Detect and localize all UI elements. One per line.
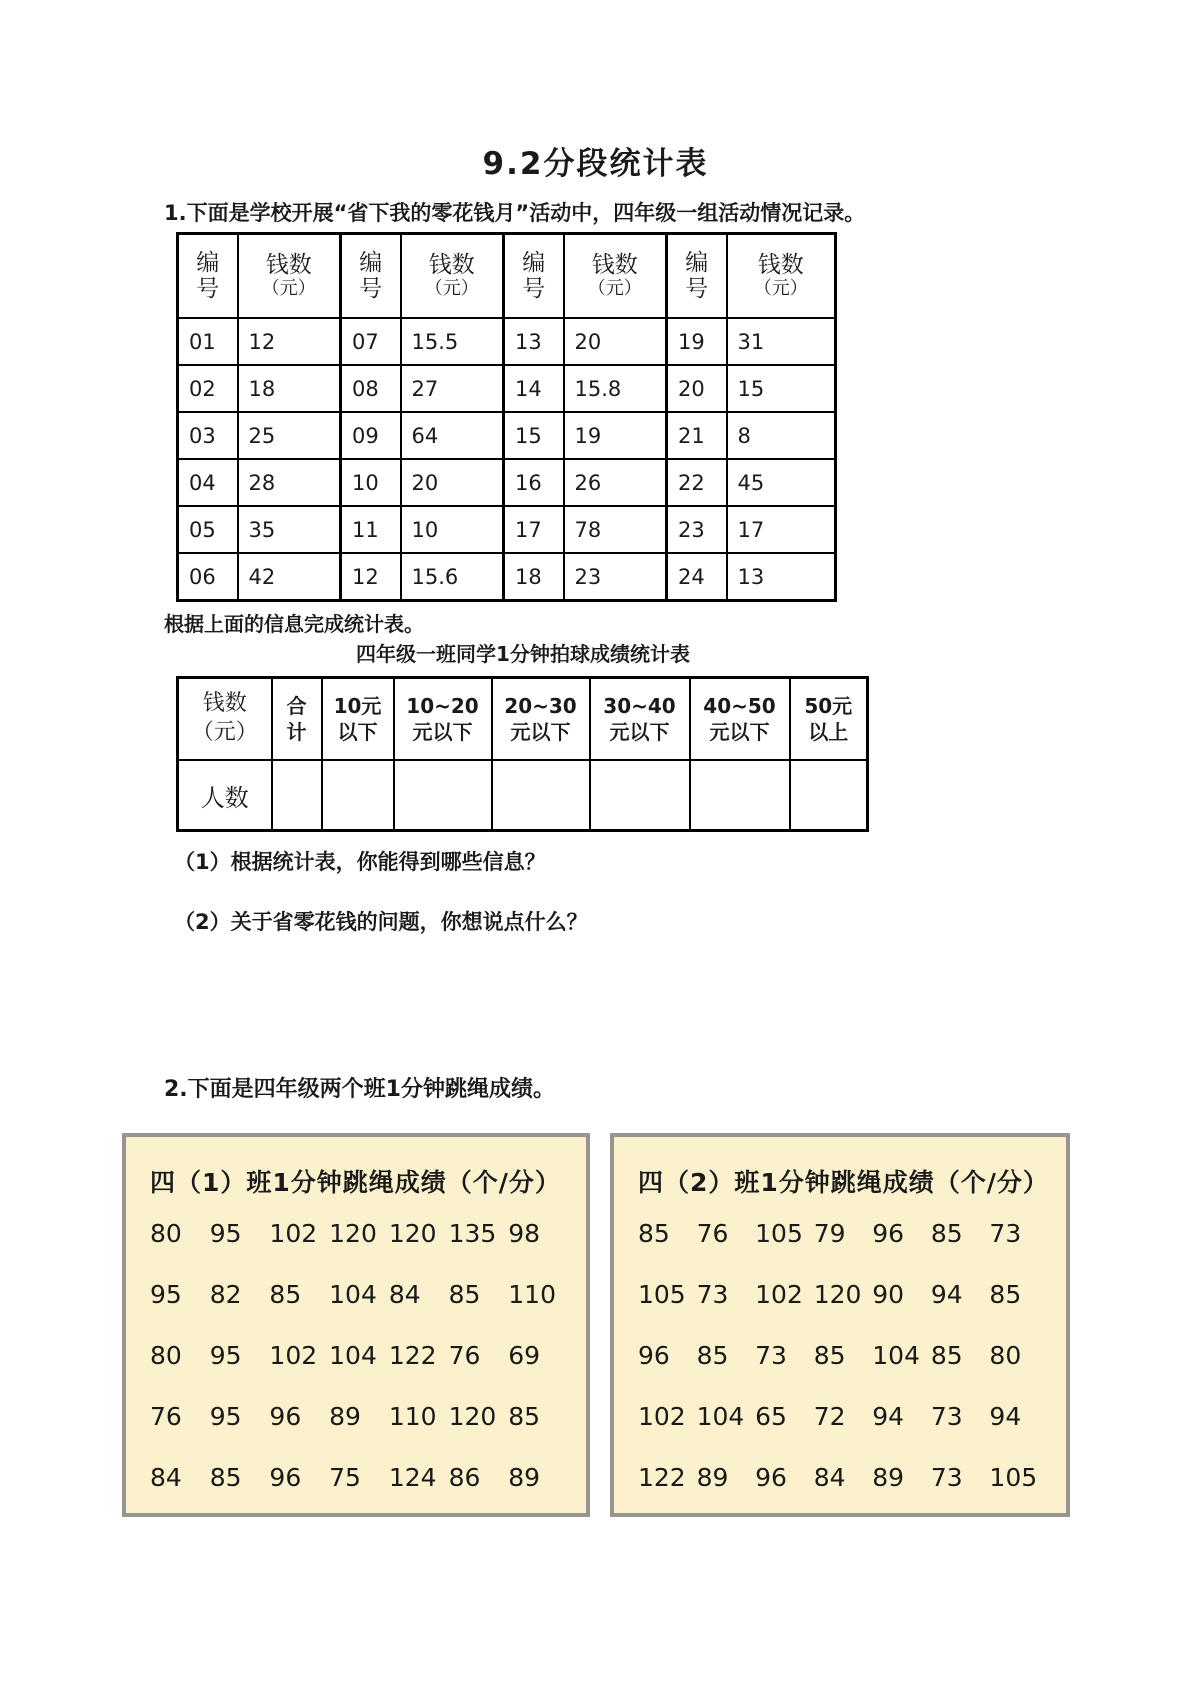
answer-cell bbox=[790, 760, 868, 831]
score-value: 105 bbox=[638, 1280, 686, 1309]
money-cell: 20 bbox=[564, 318, 667, 365]
money-cell: 35 bbox=[238, 506, 341, 553]
id-cell: 23 bbox=[667, 506, 727, 553]
score-value: 73 bbox=[755, 1341, 787, 1370]
score-value: 69 bbox=[508, 1341, 541, 1370]
score-value: 135 bbox=[448, 1219, 497, 1248]
answer-cell bbox=[272, 760, 322, 831]
id-cell: 21 bbox=[667, 412, 727, 459]
money-cell: 64 bbox=[401, 412, 504, 459]
id-cell: 08 bbox=[341, 365, 401, 412]
complete-table-note: 根据上面的信息完成统计表。 bbox=[164, 612, 424, 636]
score-row bbox=[150, 1386, 568, 1447]
id-cell: 11 bbox=[341, 506, 401, 553]
score-value: 96 bbox=[269, 1402, 302, 1431]
score-value: 85 bbox=[930, 1341, 963, 1370]
score-row bbox=[150, 1264, 568, 1325]
page-title: 9.2分段统计表 bbox=[482, 146, 709, 182]
answer-cell bbox=[322, 760, 394, 831]
score-value: 104 bbox=[872, 1341, 920, 1370]
score-value: 122 bbox=[638, 1463, 686, 1492]
score-value: 96 bbox=[872, 1219, 905, 1248]
question-1: （1）根据统计表，你能得到哪些信息？ bbox=[174, 850, 546, 874]
answer-cell bbox=[492, 760, 590, 831]
score-row bbox=[150, 1203, 568, 1264]
score-value: 73 bbox=[696, 1280, 729, 1309]
score-value: 94 bbox=[930, 1280, 963, 1309]
score-value: 89 bbox=[329, 1402, 361, 1431]
id-col-header: 编号 bbox=[504, 234, 564, 319]
score-value: 82 bbox=[209, 1280, 242, 1309]
id-cell: 18 bbox=[504, 553, 564, 601]
money-cell: 23 bbox=[564, 553, 667, 601]
money-col-header: 钱数 （元） bbox=[401, 234, 504, 319]
record-header-row bbox=[178, 234, 836, 319]
id-col-header: 编号 bbox=[178, 234, 238, 319]
answer-cell bbox=[590, 760, 690, 831]
score-value: 105 bbox=[989, 1463, 1038, 1492]
record-row bbox=[178, 506, 836, 553]
segment-col-header: 10元 以下 bbox=[322, 678, 394, 761]
score-value: 73 bbox=[989, 1219, 1022, 1248]
money-cell: 19 bbox=[564, 412, 667, 459]
id-cell: 13 bbox=[504, 318, 564, 365]
score-value: 104 bbox=[329, 1280, 377, 1309]
id-cell: 03 bbox=[178, 412, 238, 459]
class1-score-rows bbox=[150, 1203, 568, 1508]
score-value: 95 bbox=[209, 1341, 242, 1370]
segment-col-header: 合 计 bbox=[272, 678, 322, 761]
score-value: 104 bbox=[329, 1341, 377, 1370]
score-value: 89 bbox=[872, 1463, 905, 1492]
money-col-header: 钱数 （元） bbox=[727, 234, 836, 319]
record-row bbox=[178, 553, 836, 601]
score-row bbox=[638, 1264, 1048, 1325]
money-cell: 10 bbox=[401, 506, 504, 553]
score-value: 76 bbox=[696, 1219, 729, 1248]
answer-cell bbox=[394, 760, 492, 831]
score-value: 104 bbox=[696, 1402, 745, 1431]
score-value: 73 bbox=[930, 1463, 963, 1492]
score-value: 85 bbox=[448, 1280, 481, 1309]
money-cell: 18 bbox=[238, 365, 341, 412]
score-value: 85 bbox=[638, 1219, 670, 1248]
money-record-table bbox=[176, 232, 837, 602]
score-value: 102 bbox=[755, 1280, 803, 1309]
score-value: 80 bbox=[989, 1341, 1022, 1370]
problem1-intro: 1.下面是学校开展“省下我的零花钱月”活动中，四年级一组活动情况记录。 bbox=[164, 201, 866, 225]
stat-table-title: 四年级一班同学1分钟拍球成绩统计表 bbox=[356, 642, 690, 666]
segment-col-header: 10~20 元以下 bbox=[394, 678, 492, 761]
money-cell: 15.5 bbox=[401, 318, 504, 365]
class1-score-title: 四（1）班1分钟跳绳成绩（个/分） bbox=[150, 1168, 561, 1197]
score-value: 98 bbox=[508, 1219, 541, 1248]
id-cell: 01 bbox=[178, 318, 238, 365]
score-value: 110 bbox=[508, 1280, 556, 1309]
score-value: 120 bbox=[813, 1280, 862, 1309]
money-cell: 13 bbox=[727, 553, 836, 601]
score-value: 105 bbox=[755, 1219, 803, 1248]
row-label-cell: 人数 bbox=[178, 760, 272, 831]
id-col-header: 编号 bbox=[667, 234, 727, 319]
score-row bbox=[150, 1325, 568, 1386]
score-value: 122 bbox=[388, 1341, 437, 1370]
score-value: 84 bbox=[388, 1280, 421, 1309]
money-cell: 26 bbox=[564, 459, 667, 506]
score-value: 102 bbox=[638, 1402, 686, 1431]
score-value: 89 bbox=[696, 1463, 729, 1492]
score-value: 96 bbox=[638, 1341, 670, 1370]
score-value: 120 bbox=[448, 1402, 497, 1431]
money-cell: 27 bbox=[401, 365, 504, 412]
class1-score-box bbox=[122, 1133, 590, 1517]
score-value: 124 bbox=[388, 1463, 437, 1492]
score-value: 73 bbox=[930, 1402, 963, 1431]
class2-score-title: 四（2）班1分钟跳绳成绩（个/分） bbox=[638, 1168, 1049, 1197]
segment-col-header: 钱数 （元） bbox=[178, 678, 272, 761]
score-value: 102 bbox=[269, 1341, 318, 1370]
money-cell: 12 bbox=[238, 318, 341, 365]
segment-col-header: 30~40 元以下 bbox=[590, 678, 690, 761]
score-value: 120 bbox=[388, 1219, 437, 1248]
score-value: 76 bbox=[448, 1341, 481, 1370]
id-cell: 05 bbox=[178, 506, 238, 553]
score-value: 85 bbox=[209, 1463, 242, 1492]
money-cell: 25 bbox=[238, 412, 341, 459]
score-value: 110 bbox=[388, 1402, 437, 1431]
score-value: 95 bbox=[150, 1280, 182, 1309]
id-cell: 22 bbox=[667, 459, 727, 506]
id-cell: 19 bbox=[667, 318, 727, 365]
score-value: 65 bbox=[755, 1402, 787, 1431]
money-cell: 15 bbox=[727, 365, 836, 412]
score-value: 72 bbox=[813, 1402, 846, 1431]
score-value: 80 bbox=[150, 1219, 182, 1248]
class2-score-box bbox=[610, 1133, 1070, 1517]
class2-score-rows bbox=[638, 1203, 1048, 1508]
score-value: 75 bbox=[329, 1463, 361, 1492]
record-row bbox=[178, 412, 836, 459]
record-row bbox=[178, 365, 836, 412]
score-value: 95 bbox=[209, 1402, 242, 1431]
segment-stat-table bbox=[176, 676, 869, 832]
segment-header-row bbox=[178, 678, 868, 761]
score-value: 94 bbox=[872, 1402, 905, 1431]
segment-col-header: 20~30 元以下 bbox=[492, 678, 590, 761]
score-value: 85 bbox=[930, 1219, 963, 1248]
score-value: 120 bbox=[329, 1219, 377, 1248]
id-col-header: 编号 bbox=[341, 234, 401, 319]
money-col-header: 钱数 （元） bbox=[238, 234, 341, 319]
score-value: 84 bbox=[813, 1463, 846, 1492]
score-value: 96 bbox=[755, 1463, 787, 1492]
money-cell: 31 bbox=[727, 318, 836, 365]
id-cell: 16 bbox=[504, 459, 564, 506]
question-2: （2）关于省零花钱的问题，你想说点什么？ bbox=[174, 910, 588, 934]
id-cell: 17 bbox=[504, 506, 564, 553]
score-value: 95 bbox=[209, 1219, 242, 1248]
money-record-table-body bbox=[178, 234, 836, 601]
score-value: 94 bbox=[989, 1402, 1022, 1431]
id-cell: 14 bbox=[504, 365, 564, 412]
score-value: 85 bbox=[989, 1280, 1022, 1309]
id-cell: 20 bbox=[667, 365, 727, 412]
score-row bbox=[150, 1447, 568, 1508]
record-row bbox=[178, 459, 836, 506]
score-value: 90 bbox=[872, 1280, 905, 1309]
score-row bbox=[638, 1203, 1048, 1264]
money-cell: 8 bbox=[727, 412, 836, 459]
score-value: 85 bbox=[269, 1280, 302, 1309]
score-value: 85 bbox=[696, 1341, 729, 1370]
problem2-intro: 2.下面是四年级两个班1分钟跳绳成绩。 bbox=[164, 1077, 555, 1102]
score-value: 76 bbox=[150, 1402, 182, 1431]
score-value: 86 bbox=[448, 1463, 481, 1492]
id-cell: 04 bbox=[178, 459, 238, 506]
answer-cell bbox=[690, 760, 790, 831]
score-value: 79 bbox=[813, 1219, 846, 1248]
money-cell: 45 bbox=[727, 459, 836, 506]
id-cell: 02 bbox=[178, 365, 238, 412]
score-value: 89 bbox=[508, 1463, 541, 1492]
id-cell: 15 bbox=[504, 412, 564, 459]
segment-col-header: 50元 以上 bbox=[790, 678, 868, 761]
money-cell: 28 bbox=[238, 459, 341, 506]
segment-stat-table-body bbox=[178, 678, 868, 831]
score-value: 84 bbox=[150, 1463, 182, 1492]
score-value: 85 bbox=[813, 1341, 846, 1370]
id-cell: 24 bbox=[667, 553, 727, 601]
score-value: 102 bbox=[269, 1219, 318, 1248]
segment-answer-row bbox=[178, 760, 868, 831]
segment-col-header: 40~50 元以下 bbox=[690, 678, 790, 761]
score-row bbox=[638, 1447, 1048, 1508]
money-cell: 15.6 bbox=[401, 553, 504, 601]
money-cell: 17 bbox=[727, 506, 836, 553]
money-cell: 15.8 bbox=[564, 365, 667, 412]
record-row bbox=[178, 318, 836, 365]
id-cell: 09 bbox=[341, 412, 401, 459]
score-value: 85 bbox=[508, 1402, 541, 1431]
money-cell: 42 bbox=[238, 553, 341, 601]
money-cell: 20 bbox=[401, 459, 504, 506]
id-cell: 07 bbox=[341, 318, 401, 365]
score-value: 80 bbox=[150, 1341, 182, 1370]
score-row bbox=[638, 1325, 1048, 1386]
score-value: 96 bbox=[269, 1463, 302, 1492]
score-row bbox=[638, 1386, 1048, 1447]
id-cell: 10 bbox=[341, 459, 401, 506]
id-cell: 12 bbox=[341, 553, 401, 601]
money-cell: 78 bbox=[564, 506, 667, 553]
id-cell: 06 bbox=[178, 553, 238, 601]
money-col-header: 钱数 （元） bbox=[564, 234, 667, 319]
